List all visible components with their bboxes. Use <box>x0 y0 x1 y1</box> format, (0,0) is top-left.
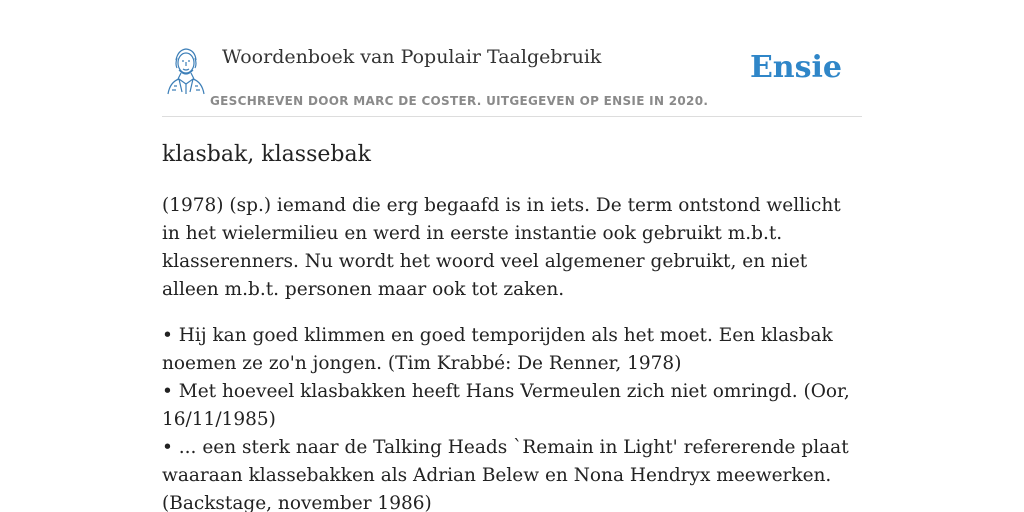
author-byline: GESCHREVEN DOOR MARC DE COSTER. UITGEGEVEN OP ENSIE IN 2020. <box>210 94 709 108</box>
author-portrait-icon <box>164 46 208 96</box>
dictionary-entry <box>162 140 862 512</box>
example-quote: • Hij kan goed klimmen en goed temporijden als het moet. Een klasbak noemen ze zo'n jongen. (Tim Krabbé: De Renner, 1978) <box>162 325 833 374</box>
example-quotes <box>162 322 862 512</box>
entry-definition: (1978) (sp.) iemand die erg begaafd is in iets. De term ontstond wellicht in het wielermilieu en werd in eerste instantie ook gebruikt m.b.t. klasserenners. Nu wordt het woord veel algemener gebruikt, en niet alleen m.b.t. personen maar ook tot zaken. <box>162 195 841 300</box>
dictionary-title[interactable]: Woordenboek van Populair Taalgebruik <box>222 46 602 68</box>
entry-headword: klasbak, klassebak <box>162 142 371 167</box>
example-quote: • Met hoeveel klasbakken heeft Hans Vermeulen zich niet omringd. (Oor, 16/11/1985) <box>162 381 850 430</box>
example-quote: • ... een sterk naar de Talking Heads `Remain in Light' refererende plaat waaraan klassebakken als Adrian Belew en Nona Hendryx meewerken. (Backstage, november 1986) <box>162 437 849 512</box>
dictionary-header <box>162 40 862 117</box>
ensie-logo[interactable]: Ensie <box>749 50 842 85</box>
